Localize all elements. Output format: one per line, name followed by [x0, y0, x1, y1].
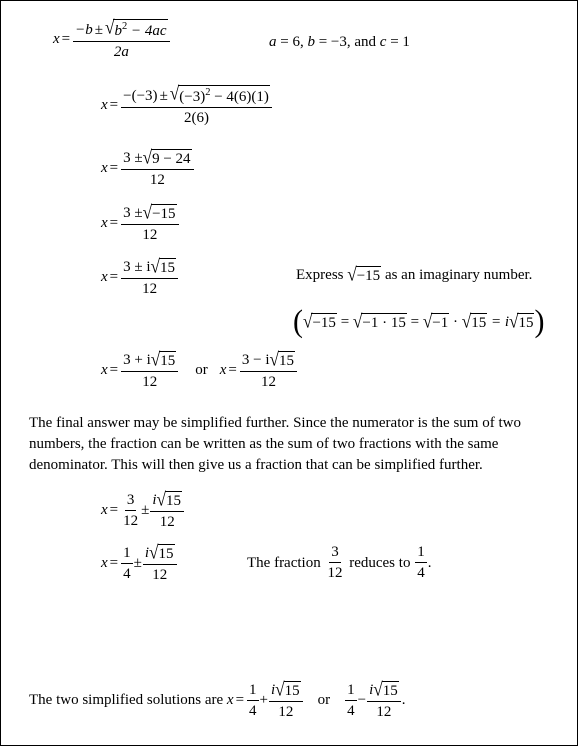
- reduced-fraction-1: [121, 545, 133, 584]
- radical-sign: √: [150, 255, 161, 277]
- radical-sign: √: [373, 678, 383, 700]
- express-note: [296, 263, 533, 285]
- denominator: 12: [278, 703, 294, 720]
- solution-b-numerator: [240, 348, 297, 372]
- given-b-value: = −3, and: [314, 34, 380, 50]
- equals-sign: =: [61, 31, 71, 48]
- note-fraction-reduced: [415, 544, 427, 583]
- numerator: [367, 678, 401, 702]
- numerator: [150, 488, 184, 512]
- minus-4ac: − 4ac: [130, 23, 167, 39]
- radical-argument: 15: [166, 493, 182, 509]
- numerator: 3: [329, 544, 341, 563]
- exponent: 2: [121, 21, 128, 32]
- minus-sign: −: [357, 692, 367, 709]
- step-imaginary: [101, 255, 179, 298]
- quadratic-formula: [53, 16, 171, 61]
- imag-i: i: [152, 492, 157, 509]
- num-prefix: 3 ±: [123, 150, 143, 167]
- radical-sign: √: [269, 348, 279, 370]
- express-text-b: as an imaginary number.: [381, 266, 533, 283]
- radical-sign: √: [303, 310, 313, 332]
- reduced-fraction-2: [143, 541, 177, 584]
- radical-sign: √: [105, 16, 115, 38]
- given-values: [269, 34, 410, 51]
- radical-argument: −15: [312, 314, 336, 331]
- var-x: x: [101, 215, 108, 232]
- equals-sign: =: [109, 97, 119, 114]
- formula-numerator: [73, 16, 169, 42]
- equals-sign: =: [109, 555, 119, 572]
- step4-radical: [150, 255, 176, 277]
- step3-fraction: [121, 201, 178, 244]
- denominator: 12: [327, 565, 343, 582]
- radical-argument: 15: [160, 353, 176, 369]
- neg-b-value: −(−3): [123, 88, 158, 105]
- numerator: 3: [125, 492, 137, 511]
- dot-operator: ·: [449, 313, 462, 330]
- radical-sign: √: [352, 310, 363, 332]
- final-b-radical: [373, 678, 398, 700]
- substitution-fraction: [121, 82, 272, 127]
- numerator: 1: [247, 682, 259, 701]
- radical-argument: 15: [518, 314, 534, 331]
- radical-argument: 15: [279, 353, 294, 369]
- num-prefix: 3 ±: [123, 205, 143, 222]
- var-x: x: [101, 97, 108, 114]
- final-a-fraction-1: [247, 682, 259, 721]
- or-text: or: [195, 362, 208, 379]
- radical-argument: −1 · 15: [362, 314, 406, 331]
- plus-minus: ±: [94, 22, 103, 39]
- explanation-paragraph: The final answer may be simplified further. Since the numerator is the sum of two numbers, the fraction can be written as the sum of two fractions with the same denominator. This will then give us a fraction that can be simplified further.: [29, 415, 521, 473]
- denominator: 12: [376, 703, 392, 720]
- radical-sign: √: [156, 488, 167, 510]
- radical-sign: √: [169, 82, 180, 104]
- denominator: 4: [347, 702, 355, 719]
- neg-b: −b: [75, 22, 93, 39]
- equals-sign: =: [109, 215, 119, 232]
- denominator: 4: [249, 702, 257, 719]
- note-text-a: The fraction: [247, 554, 325, 571]
- radical-sign: √: [347, 263, 357, 285]
- substitution-denominator: 2(6): [184, 109, 210, 126]
- radical-sign: √: [461, 310, 472, 332]
- step2-radical: [142, 146, 192, 168]
- var-x: x: [101, 502, 108, 519]
- radical-argument: 15: [382, 683, 398, 699]
- denominator: 4: [417, 565, 425, 582]
- solution-a-radical: [150, 348, 176, 370]
- close-paren: ): [534, 304, 545, 339]
- note-fraction-original: [325, 544, 344, 583]
- radical-sign: √: [149, 541, 159, 563]
- step3-numerator: [121, 201, 178, 225]
- substitution-radical: [169, 82, 270, 106]
- note-text-b: reduces to: [345, 554, 415, 571]
- final-b-fraction-2: [367, 678, 401, 721]
- radical-argument: [178, 85, 270, 106]
- numerator: [269, 678, 303, 702]
- step2-denominator: 12: [149, 171, 165, 188]
- split-fraction-1: [121, 492, 140, 531]
- denominator: 12: [123, 512, 139, 529]
- plus-minus: ±: [159, 88, 168, 105]
- formula-denominator: 2a: [113, 43, 129, 60]
- radical-argument: 15: [284, 683, 300, 699]
- equals-i: = i: [487, 313, 510, 330]
- period: .: [427, 554, 432, 571]
- equals-sign: =: [109, 362, 119, 379]
- identity-radical-5: [509, 310, 534, 332]
- imaginary-identity: [293, 304, 545, 339]
- step-substitution: [101, 82, 273, 127]
- reduced-radical: [149, 541, 174, 563]
- solution-a-denominator: 12: [142, 373, 158, 390]
- given-a: a: [269, 34, 277, 50]
- given-a-value: = 6,: [276, 34, 308, 50]
- step3-denominator: 12: [142, 226, 158, 243]
- split-radical: [156, 488, 182, 510]
- final-lead-text: The two simplified solutions are: [29, 692, 227, 709]
- step4-numerator: [121, 255, 178, 279]
- var-x: x: [101, 269, 108, 286]
- var-x: x: [53, 31, 60, 48]
- radical-sign: √: [150, 348, 161, 370]
- given-c: c: [379, 34, 387, 50]
- equals-sign: =: [109, 160, 119, 177]
- denominator: 4: [123, 565, 131, 582]
- equals-sign: =: [406, 313, 423, 330]
- rad-part-a: (−3): [179, 89, 206, 105]
- var-x: x: [101, 362, 108, 379]
- rad-part-b: − 4(6)(1): [210, 89, 269, 105]
- denominator: 12: [152, 566, 168, 583]
- radical-argument: −15: [152, 206, 176, 222]
- final-b-fraction-1: [345, 682, 357, 721]
- period: .: [401, 692, 406, 709]
- equals-sign: =: [336, 313, 353, 330]
- step-reduced: [101, 541, 178, 584]
- step4-fraction: [121, 255, 178, 298]
- radical-argument: [113, 19, 167, 40]
- identity-radical-1: [303, 310, 337, 332]
- var-x: x: [226, 692, 234, 709]
- step-simplify-2: [101, 201, 180, 244]
- radical-sign: √: [275, 678, 285, 700]
- given-c-value: = 1: [386, 34, 410, 50]
- radical-argument: 9 − 24: [152, 151, 191, 167]
- radical-argument: 15: [158, 546, 174, 562]
- imag-i: i: [271, 682, 276, 699]
- step2-numerator: [121, 146, 193, 170]
- num-prefix: 3 + i: [123, 352, 151, 369]
- solution-b-fraction: [240, 348, 297, 391]
- identity-radical-3: [422, 310, 449, 332]
- var-x: x: [101, 160, 108, 177]
- radical-sign: √: [142, 146, 153, 168]
- denominator: 12: [159, 513, 175, 530]
- equals-sign: =: [235, 692, 245, 709]
- equals-sign: =: [228, 362, 237, 379]
- express-radical: [347, 263, 381, 285]
- radical-sign: √: [509, 310, 519, 332]
- step3-radical: [142, 201, 177, 223]
- num-prefix: 3 ± i: [123, 259, 151, 276]
- split-fraction-2: [150, 488, 184, 531]
- given-b: b: [307, 34, 315, 50]
- exponent: 2: [205, 87, 211, 98]
- plus-sign: +: [259, 692, 268, 709]
- plus-minus: ±: [133, 555, 142, 572]
- open-paren: (: [293, 304, 303, 339]
- numerator: 1: [121, 545, 133, 564]
- solution-a-fraction: [121, 348, 178, 391]
- step2-fraction: [121, 146, 193, 189]
- numerator: 1: [415, 544, 427, 563]
- final-a-fraction-2: [269, 678, 303, 721]
- solution-a-numerator: [121, 348, 178, 372]
- radical-argument: −1: [432, 314, 449, 331]
- formula-fraction: [73, 16, 169, 61]
- identity-radical-2: [352, 310, 407, 332]
- num-prefix: 3 − i: [241, 352, 270, 369]
- radical-argument: 15: [160, 260, 176, 276]
- numerator: 1: [345, 682, 357, 701]
- step-simplify-1: [101, 146, 195, 189]
- express-text-a: Express: [296, 266, 348, 283]
- numerator: [143, 541, 177, 565]
- radical-sign: √: [142, 201, 153, 223]
- or-text: or: [317, 692, 331, 709]
- radical-argument: 15: [471, 314, 487, 331]
- two-solutions: [101, 348, 298, 391]
- step4-denominator: 12: [142, 280, 158, 297]
- imag-i: i: [369, 682, 374, 699]
- identity-radical-4: [461, 310, 487, 332]
- var-x: x: [101, 555, 108, 572]
- substitution-numerator: [121, 82, 272, 108]
- discriminant-radical: [105, 16, 168, 40]
- radical-sign: √: [422, 310, 433, 332]
- var-b: b: [114, 23, 122, 39]
- var-x: x: [219, 362, 227, 379]
- solution-b-denominator: 12: [260, 373, 276, 390]
- reduce-note: [247, 544, 431, 583]
- final-answer: [29, 678, 406, 721]
- imag-i: i: [144, 545, 150, 562]
- equals-sign: =: [109, 502, 119, 519]
- step-split: [101, 488, 185, 531]
- final-a-radical: [275, 678, 300, 700]
- equals-sign: =: [109, 269, 119, 286]
- radical-argument: −15: [356, 268, 381, 284]
- plus-minus: ±: [141, 502, 150, 519]
- solution-b-radical: [269, 348, 295, 370]
